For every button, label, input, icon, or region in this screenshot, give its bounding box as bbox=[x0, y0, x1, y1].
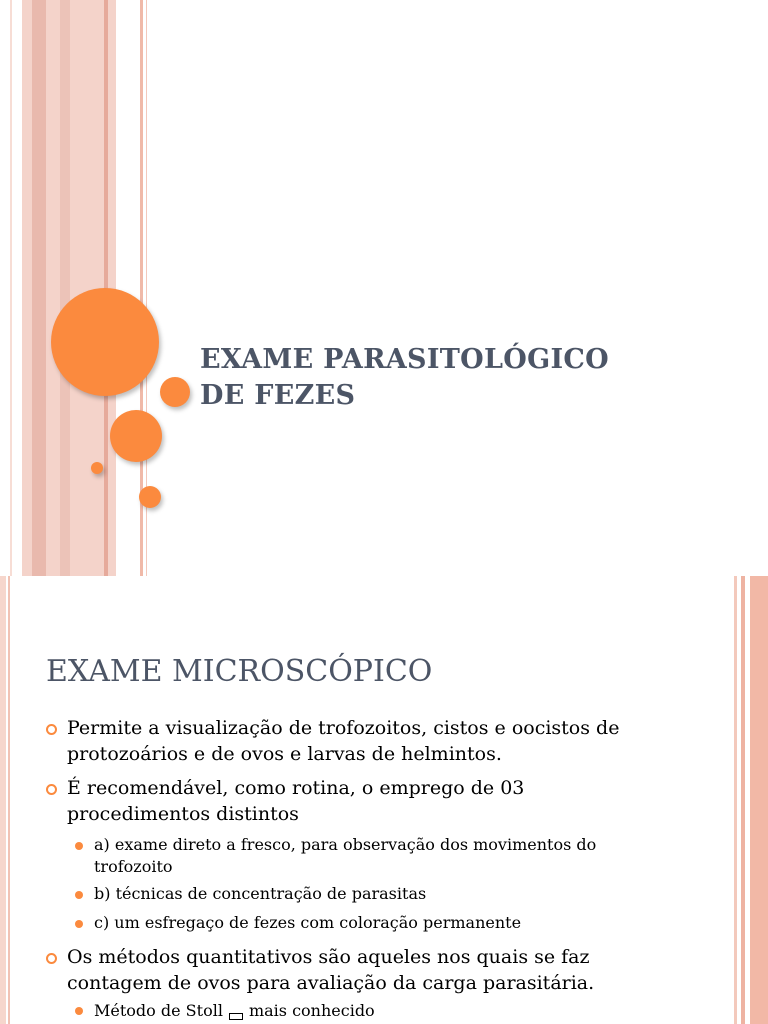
subbullet-text bbox=[94, 834, 596, 878]
subbullet-suffix: mais conhecido bbox=[248, 1001, 375, 1020]
decor-stripe bbox=[8, 576, 10, 1024]
bullet-text bbox=[67, 944, 594, 996]
decor-circle-small bbox=[139, 486, 161, 508]
bullet-line: Os métodos quantitativos são aqueles nos quais se faz bbox=[67, 946, 590, 968]
bullet-line: protozoários e de ovos e larvas de helmintos. bbox=[67, 743, 502, 765]
decor-stripe bbox=[60, 0, 70, 576]
subbullet-text bbox=[94, 1000, 375, 1022]
bullet-line: Permite a visualização de trofozoitos, cistos e oocistos de bbox=[67, 717, 620, 739]
subbullet-line: Método de Stoll bbox=[94, 1001, 223, 1020]
bullet-ring-icon bbox=[46, 784, 57, 795]
decor-stripe bbox=[32, 0, 46, 576]
subbullet-text bbox=[94, 883, 426, 905]
slide-title-line2: DE FEZES bbox=[200, 380, 356, 411]
subbullet-line: a) exame direto a fresco, para observação dos movimentos do bbox=[94, 835, 597, 854]
bullet-dot-icon bbox=[75, 1007, 83, 1015]
bullet-dot-icon bbox=[75, 842, 83, 850]
decor-circle-medium bbox=[110, 410, 162, 462]
subbullet-line: c) um esfregaço de fezes com coloração permanente bbox=[94, 913, 522, 932]
content-slide bbox=[0, 576, 768, 1024]
slide-title-line1: EXAME PARASITOLÓGICO bbox=[200, 344, 609, 375]
bullet-ring-icon bbox=[46, 724, 57, 735]
decor-circle-small bbox=[160, 377, 190, 407]
bullet-dot-icon bbox=[75, 920, 83, 928]
bullet-line: contagem de ovos para avaliação da carga parasitária. bbox=[67, 972, 595, 994]
decor-stripe bbox=[750, 576, 768, 1024]
decor-stripe bbox=[734, 576, 737, 1024]
bullet-line: É recomendável, como rotina, o emprego de 03 bbox=[67, 777, 525, 799]
decor-circle-large bbox=[51, 288, 159, 396]
decor-stripe bbox=[741, 576, 745, 1024]
decor-stripe bbox=[0, 576, 6, 1024]
subbullet-text bbox=[94, 912, 521, 934]
bullet-line: procedimentos distintos bbox=[67, 803, 299, 825]
decor-stripe bbox=[10, 0, 12, 576]
bullet-ring-icon bbox=[46, 953, 57, 964]
bullet-text bbox=[67, 775, 524, 827]
bullet-text bbox=[67, 715, 619, 767]
decor-circle-tiny bbox=[91, 462, 103, 474]
subbullet-line: b) técnicas de concentração de parasitas bbox=[94, 884, 427, 903]
bullet-dot-icon bbox=[75, 891, 83, 899]
subbullet-line: trofozoito bbox=[94, 857, 173, 876]
box-symbol-icon bbox=[229, 1013, 243, 1020]
slide-heading: EXAME MICROSCÓPICO bbox=[46, 654, 433, 689]
slide-title bbox=[200, 342, 609, 414]
